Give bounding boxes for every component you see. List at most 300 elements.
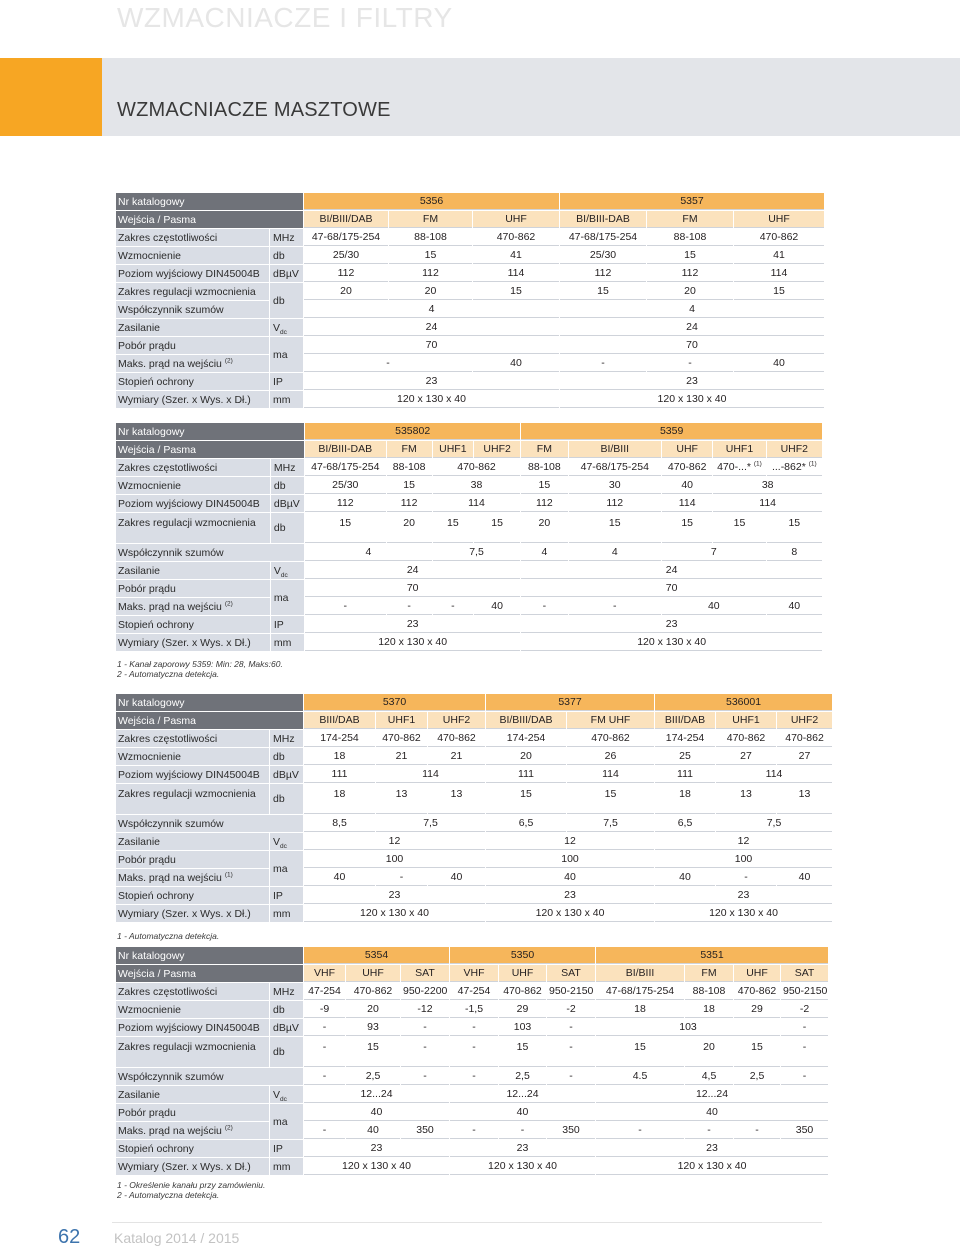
- value-cell: 12: [655, 833, 832, 850]
- value-cell: 18: [685, 1001, 733, 1018]
- value-cell: 15: [713, 513, 765, 543]
- value-cell: 950-2200: [401, 983, 449, 1000]
- section-band: [0, 58, 960, 136]
- row-label-zakres: Zakres częstotliwości: [116, 983, 269, 1000]
- unit-ma: ma: [270, 1104, 303, 1139]
- page-number: 62: [58, 1226, 81, 1248]
- value-cell: 111: [655, 766, 715, 783]
- value-cell: 103: [499, 1019, 546, 1036]
- value-cell: 93: [346, 1019, 400, 1036]
- value-cell: 950-2150: [781, 983, 828, 1000]
- unit-db: db: [271, 513, 304, 543]
- unit-dbuv: dBµV: [270, 1019, 303, 1036]
- value-cell: -: [596, 1122, 684, 1139]
- unit-db: db: [270, 247, 303, 264]
- row-label-wzmocnienie: Wzmocnienie: [116, 477, 270, 494]
- value-cell: 47-68/175-254: [305, 459, 385, 476]
- value-cell: -: [734, 1122, 780, 1139]
- value-cell: 47-254: [450, 983, 498, 1000]
- value-cell: 470-862: [716, 730, 776, 747]
- value-cell: 24: [305, 562, 520, 579]
- value-cell: 24: [560, 319, 824, 336]
- value-cell: 47-68/175-254: [569, 459, 662, 476]
- row-label-regulacja: Zakres regulacji wzmocnienia: [116, 283, 269, 300]
- unit-mm: mm: [271, 634, 304, 651]
- unit-db: db: [271, 477, 304, 494]
- value-cell: 23: [560, 373, 824, 390]
- value-cell: 112: [304, 265, 388, 282]
- value-cell: 12...24: [304, 1086, 449, 1103]
- value-cell: 111: [304, 766, 375, 783]
- value-cell: 70: [560, 337, 824, 354]
- row-label-zasilanie: Zasilanie: [116, 562, 270, 579]
- unit-db: db: [270, 748, 303, 765]
- value-cell: 18: [596, 1001, 684, 1018]
- value-cell: 470-862: [346, 983, 400, 1000]
- value-cell: -: [781, 1068, 828, 1085]
- band-cell: FM: [685, 965, 733, 982]
- value-cell: 2,5: [346, 1068, 400, 1085]
- catalog-label: Katalog 2014 / 2015: [114, 1230, 240, 1246]
- value-cell: -: [304, 355, 472, 372]
- category-title: WZMACNIACZE I FILTRY: [117, 2, 453, 33]
- band-cell: FM: [387, 441, 432, 458]
- row-label-zakres: Zakres częstotliwości: [116, 229, 269, 246]
- value-cell: 15: [499, 1037, 546, 1067]
- value-cell: 12: [304, 833, 485, 850]
- value-cell: 8: [767, 544, 822, 561]
- value-cell: -: [547, 1037, 595, 1067]
- value-cell: 112: [387, 495, 432, 512]
- value-cell: 15: [767, 513, 822, 543]
- value-cell: 15: [734, 1037, 780, 1067]
- spec-table-1: [115, 192, 825, 409]
- value-cell: 20: [389, 283, 472, 300]
- band-cell: UHF: [734, 965, 780, 982]
- value-cell: 23: [304, 1140, 449, 1157]
- band-cell: UHF2: [474, 441, 520, 458]
- value-cell: 120 x 130 x 40: [305, 634, 520, 651]
- unit-db: db: [270, 1037, 303, 1067]
- band-cell: UHF2: [767, 441, 822, 458]
- footer-divider: [112, 1222, 822, 1223]
- model-5351: 5351: [596, 947, 828, 964]
- unit-ma: ma: [271, 580, 304, 615]
- unit-vdc: $V_{dc}$: [271, 562, 304, 579]
- value-cell: -: [387, 598, 432, 615]
- value-cell: 40: [304, 869, 375, 886]
- value-cell: 88-108: [647, 229, 733, 246]
- value-cell: -2: [547, 1001, 595, 1018]
- value-cell: 18: [304, 784, 375, 814]
- row-label-ochrona: Stopień ochrony: [116, 373, 269, 390]
- value-cell: 25/30: [560, 247, 646, 264]
- value-cell: 174-254: [486, 730, 566, 747]
- footnote: 2 - Automatyczna detekcja.: [117, 1190, 220, 1200]
- value-cell: 470-...* $^{(1)}$: [713, 459, 765, 476]
- unit-ip: IP: [271, 616, 304, 633]
- value-cell: -: [304, 1019, 345, 1036]
- row-label-poziom: Poziom wyjściowy DIN45004B: [116, 766, 269, 783]
- row-label-poziom: Poziom wyjściowy DIN45004B: [116, 1019, 269, 1036]
- value-cell: 25: [655, 748, 715, 765]
- value-cell: 40: [428, 869, 485, 886]
- value-cell: 40: [596, 1104, 828, 1121]
- value-cell: 470-862: [777, 730, 832, 747]
- value-cell: 112: [560, 265, 646, 282]
- value-cell: 350: [401, 1122, 449, 1139]
- value-cell: 7,5: [716, 815, 832, 832]
- row-label-pobor: Pobór prądu: [116, 851, 269, 868]
- value-cell: 4: [521, 544, 567, 561]
- value-cell: 15: [647, 247, 733, 264]
- band-cell: UHF1: [433, 441, 473, 458]
- model-5377: 5377: [486, 694, 654, 711]
- value-cell: -1,5: [450, 1001, 498, 1018]
- value-cell: -: [781, 1019, 828, 1036]
- model-536001: 536001: [655, 694, 832, 711]
- row-label-zasilanie: Zasilanie: [116, 1086, 269, 1103]
- model-5356: 5356: [304, 193, 559, 210]
- value-cell: 174-254: [304, 730, 375, 747]
- band-cell: FM: [647, 211, 733, 228]
- value-cell: 120 x 130 x 40: [560, 391, 824, 408]
- value-cell: 15: [387, 477, 432, 494]
- value-cell: 4: [304, 301, 559, 318]
- row-label-szum: Współczynnik szumów: [116, 301, 269, 318]
- row-label-zakres: Zakres częstotliwości: [116, 459, 270, 476]
- spec-table-3: [115, 693, 833, 923]
- row-label-ochrona: Stopień ochrony: [116, 1140, 269, 1157]
- row-label-wymiary: Wymiary (Szer. x Wys. x Dł.): [116, 391, 269, 408]
- value-cell: 18: [655, 784, 715, 814]
- value-cell: 120 x 130 x 40: [304, 391, 559, 408]
- value-cell: -: [433, 598, 473, 615]
- value-cell: 120 x 130 x 40: [304, 1158, 449, 1175]
- value-cell: 38: [713, 477, 822, 494]
- unit-ip: IP: [270, 887, 303, 904]
- value-cell: 40: [777, 869, 832, 886]
- value-cell: 112: [305, 495, 385, 512]
- unit-vdc: $V_{dc}$: [270, 319, 303, 336]
- value-cell: 7,5: [567, 815, 654, 832]
- value-cell: 4,5: [685, 1068, 733, 1085]
- value-cell: 23: [655, 887, 832, 904]
- value-cell: -: [569, 598, 662, 615]
- value-cell: 950-2150: [547, 983, 595, 1000]
- value-cell: 47-68/175-254: [560, 229, 646, 246]
- value-cell: 112: [647, 265, 733, 282]
- value-cell: 111: [486, 766, 566, 783]
- row-label-maks: Maks. prąd na wejściu $^{(1)}$: [116, 869, 269, 886]
- value-cell: 23: [450, 1140, 595, 1157]
- value-cell: 112: [521, 495, 567, 512]
- row-label-wejscia: Wejścia / Pasma: [116, 211, 303, 228]
- value-cell: -: [401, 1019, 449, 1036]
- value-cell: -: [547, 1068, 595, 1085]
- value-cell: 4: [305, 544, 432, 561]
- value-cell: 4: [560, 301, 824, 318]
- value-cell: 100: [655, 851, 832, 868]
- unit-mhz: MHz: [270, 229, 303, 246]
- value-cell: -: [521, 598, 567, 615]
- unit-mm: mm: [270, 391, 303, 408]
- value-cell: 40: [450, 1104, 595, 1121]
- value-cell: -: [304, 1037, 345, 1067]
- value-cell: 88-108: [389, 229, 472, 246]
- value-cell: 470-862: [499, 983, 546, 1000]
- value-cell: 40: [304, 1104, 449, 1121]
- value-cell: 47-68/175-254: [304, 229, 388, 246]
- unit-dbuv: dBµV: [271, 495, 304, 512]
- band-cell: UHF1: [376, 712, 427, 729]
- band-cell: UHF2: [428, 712, 485, 729]
- band-cell: UHF: [473, 211, 559, 228]
- value-cell: -: [401, 1037, 449, 1067]
- band-cell: SAT: [547, 965, 595, 982]
- value-cell: 470-862: [428, 730, 485, 747]
- row-label-poziom: Poziom wyjściowy DIN45004B: [116, 265, 269, 282]
- value-cell: 20: [304, 283, 388, 300]
- value-cell: -9: [304, 1001, 345, 1018]
- unit-mhz: MHz: [270, 983, 303, 1000]
- band-cell: BI/BIII/DAB: [304, 211, 388, 228]
- value-cell: 470-862: [662, 459, 712, 476]
- value-cell: 13: [777, 784, 832, 814]
- row-label-wejscia: Wejścia / Pasma: [116, 965, 303, 982]
- row-label-maks: Maks. prąd na wejściu $^{(2)}$: [116, 1122, 269, 1139]
- band-cell: BI/BIII: [569, 441, 662, 458]
- value-cell: -: [450, 1122, 498, 1139]
- value-cell: 15: [486, 784, 566, 814]
- value-cell: 114: [713, 495, 822, 512]
- footnote: 1 - Kanał zaporowy 5359: Min: 28, Maks:60.: [117, 659, 283, 669]
- band-cell: BIII/DAB: [304, 712, 375, 729]
- value-cell: 20: [486, 748, 566, 765]
- value-cell: 23: [304, 373, 559, 390]
- value-cell: -: [499, 1122, 546, 1139]
- band-cell: BI/BIII-DAB: [560, 211, 646, 228]
- row-label-regulacja: Zakres regulacji wzmocnienia: [116, 513, 270, 543]
- value-cell: 47-254: [304, 983, 345, 1000]
- value-cell: -2: [781, 1001, 828, 1018]
- value-cell: 13: [716, 784, 776, 814]
- band-cell: UHF: [734, 211, 824, 228]
- value-cell: 40: [662, 477, 712, 494]
- value-cell: 114: [376, 766, 485, 783]
- value-cell: 12: [486, 833, 654, 850]
- value-cell: 27: [777, 748, 832, 765]
- value-cell: -: [305, 598, 385, 615]
- value-cell: 41: [473, 247, 559, 264]
- value-cell: 20: [521, 513, 567, 543]
- value-cell: 15: [569, 513, 662, 543]
- model-5357: 5357: [560, 193, 824, 210]
- value-cell: 40: [486, 869, 654, 886]
- value-cell: -: [560, 355, 646, 372]
- row-label-wejscia: Wejścia / Pasma: [116, 441, 304, 458]
- value-cell: 23: [305, 616, 520, 633]
- value-cell: 25/30: [305, 477, 385, 494]
- value-cell: 2,5: [734, 1068, 780, 1085]
- row-label-pobor: Pobór prądu: [116, 337, 269, 354]
- value-cell: 29: [734, 1001, 780, 1018]
- unit-db: db: [270, 283, 303, 318]
- row-label-ochrona: Stopień ochrony: [116, 887, 269, 904]
- value-cell: 120 x 130 x 40: [596, 1158, 828, 1175]
- model-5350: 5350: [450, 947, 595, 964]
- band-cell: SAT: [401, 965, 449, 982]
- value-cell: 2,5: [499, 1068, 546, 1085]
- value-cell: 114: [662, 495, 712, 512]
- unit-mm: mm: [270, 905, 303, 922]
- row-label-regulacja: Zakres regulacji wzmocnienia: [116, 784, 269, 814]
- value-cell: 114: [567, 766, 654, 783]
- value-cell: 15: [305, 513, 385, 543]
- value-cell: 15: [662, 513, 712, 543]
- unit-vdc: $V_{dc}$: [270, 833, 303, 850]
- value-cell: 350: [781, 1122, 828, 1139]
- row-label-wymiary: Wymiary (Szer. x Wys. x Dł.): [116, 905, 269, 922]
- value-cell: 470-862: [734, 229, 824, 246]
- value-cell: 70: [521, 580, 822, 597]
- model-5359: 5359: [521, 423, 822, 440]
- value-cell: 24: [521, 562, 822, 579]
- value-cell: 7,5: [433, 544, 521, 561]
- value-cell: 15: [346, 1037, 400, 1067]
- value-cell: 40: [346, 1122, 400, 1139]
- unit-ip: IP: [270, 1140, 303, 1157]
- value-cell: 112: [569, 495, 662, 512]
- value-cell: -: [547, 1019, 595, 1036]
- value-cell: 24: [304, 319, 559, 336]
- band-cell: FM: [389, 211, 472, 228]
- model-5354: 5354: [304, 947, 449, 964]
- band-cell: BI/BIII: [596, 965, 684, 982]
- value-cell: 470-862: [376, 730, 427, 747]
- value-cell: 174-254: [655, 730, 715, 747]
- value-cell: 30: [569, 477, 662, 494]
- row-label-wzmocnienie: Wzmocnienie: [116, 247, 269, 264]
- value-cell: -: [304, 1122, 345, 1139]
- value-cell: -: [647, 355, 733, 372]
- value-cell: 100: [304, 851, 485, 868]
- unit-vdc: $V_{dc}$: [270, 1086, 303, 1103]
- value-cell: 15: [474, 513, 520, 543]
- value-cell: -: [450, 1037, 498, 1067]
- value-cell: 88-108: [521, 459, 567, 476]
- row-label-szum: Współczynnik szumów: [116, 544, 304, 561]
- value-cell: 40: [767, 598, 822, 615]
- value-cell: 29: [499, 1001, 546, 1018]
- value-cell: 120 x 130 x 40: [450, 1158, 595, 1175]
- value-cell: -: [450, 1068, 498, 1085]
- band-cell: UHF1: [713, 441, 765, 458]
- value-cell: 114: [433, 495, 521, 512]
- value-cell: 21: [428, 748, 485, 765]
- value-cell: 120 x 130 x 40: [486, 905, 654, 922]
- value-cell: 38: [433, 477, 521, 494]
- value-cell: 12...24: [450, 1086, 595, 1103]
- value-cell: 4: [569, 544, 662, 561]
- band-cell: FM UHF: [567, 712, 654, 729]
- row-label-zasilanie: Zasilanie: [116, 833, 269, 850]
- value-cell: 100: [486, 851, 654, 868]
- row-label-nr: Nr katalogowy: [116, 694, 303, 711]
- row-label-nr: Nr katalogowy: [116, 947, 303, 964]
- value-cell: 470-862: [734, 983, 780, 1000]
- value-cell: 114: [716, 766, 832, 783]
- value-cell: 470-862: [567, 730, 654, 747]
- value-cell: 114: [473, 265, 559, 282]
- row-label-nr: Nr katalogowy: [116, 423, 304, 440]
- row-label-wymiary: Wymiary (Szer. x Wys. x Dł.): [116, 634, 270, 651]
- value-cell: 13: [376, 784, 427, 814]
- value-cell: 120 x 130 x 40: [655, 905, 832, 922]
- row-label-wzmocnienie: Wzmocnienie: [116, 1001, 269, 1018]
- footnotes-table-2: [117, 659, 283, 679]
- unit-mhz: MHz: [270, 730, 303, 747]
- value-cell: 15: [433, 513, 473, 543]
- value-cell: 114: [734, 265, 824, 282]
- value-cell: ...-862* $^{(1)}$: [767, 459, 822, 476]
- value-cell: 350: [547, 1122, 595, 1139]
- row-label-maks: Maks. prąd na wejściu $^{(2)}$: [116, 355, 269, 372]
- value-cell: 25/30: [304, 247, 388, 264]
- value-cell: 20: [647, 283, 733, 300]
- value-cell: 20: [685, 1037, 733, 1067]
- value-cell: -: [781, 1037, 828, 1067]
- row-label-zakres: Zakres częstotliwości: [116, 730, 269, 747]
- value-cell: 18: [304, 748, 375, 765]
- band-cell: VHF: [450, 965, 498, 982]
- row-label-wejscia: Wejścia / Pasma: [116, 712, 303, 729]
- value-cell: 47-68/175-254: [596, 983, 684, 1000]
- value-cell: 27: [716, 748, 776, 765]
- band-cell: UHF: [346, 965, 400, 982]
- value-cell: 15: [473, 283, 559, 300]
- footnote: 1 - Określenie kanału przy zamówieniu.: [117, 1180, 266, 1190]
- row-label-wymiary: Wymiary (Szer. x Wys. x Dł.): [116, 1158, 269, 1175]
- band-cell: FM: [521, 441, 567, 458]
- value-cell: 15: [521, 477, 567, 494]
- unit-ip: IP: [270, 373, 303, 390]
- value-cell: 40: [662, 598, 766, 615]
- value-cell: 40: [734, 355, 824, 372]
- value-cell: 15: [596, 1037, 684, 1067]
- value-cell: 40: [473, 355, 559, 372]
- value-cell: 23: [521, 616, 822, 633]
- row-label-szum: Współczynnik szumów: [116, 815, 303, 832]
- value-cell: -: [450, 1019, 498, 1036]
- value-cell: 26: [567, 748, 654, 765]
- unit-db: db: [270, 1001, 303, 1018]
- footnotes-table-3: [117, 931, 219, 941]
- footnote: 2 - Automatyczna detekcja.: [117, 669, 220, 679]
- model-5370: 5370: [304, 694, 485, 711]
- value-cell: 41: [734, 247, 824, 264]
- row-label-regulacja: Zakres regulacji wzmocnienia: [116, 1037, 269, 1067]
- row-label-ochrona: Stopień ochrony: [116, 616, 270, 633]
- value-cell: 470-862: [473, 229, 559, 246]
- section-accent: [0, 58, 102, 136]
- value-cell: 21: [376, 748, 427, 765]
- footnote: 1 - Automatyczna detekcja.: [117, 931, 220, 941]
- value-cell: 120 x 130 x 40: [304, 905, 485, 922]
- unit-ma: ma: [270, 851, 303, 886]
- row-label-pobor: Pobór prądu: [116, 1104, 269, 1121]
- value-cell: 40: [474, 598, 520, 615]
